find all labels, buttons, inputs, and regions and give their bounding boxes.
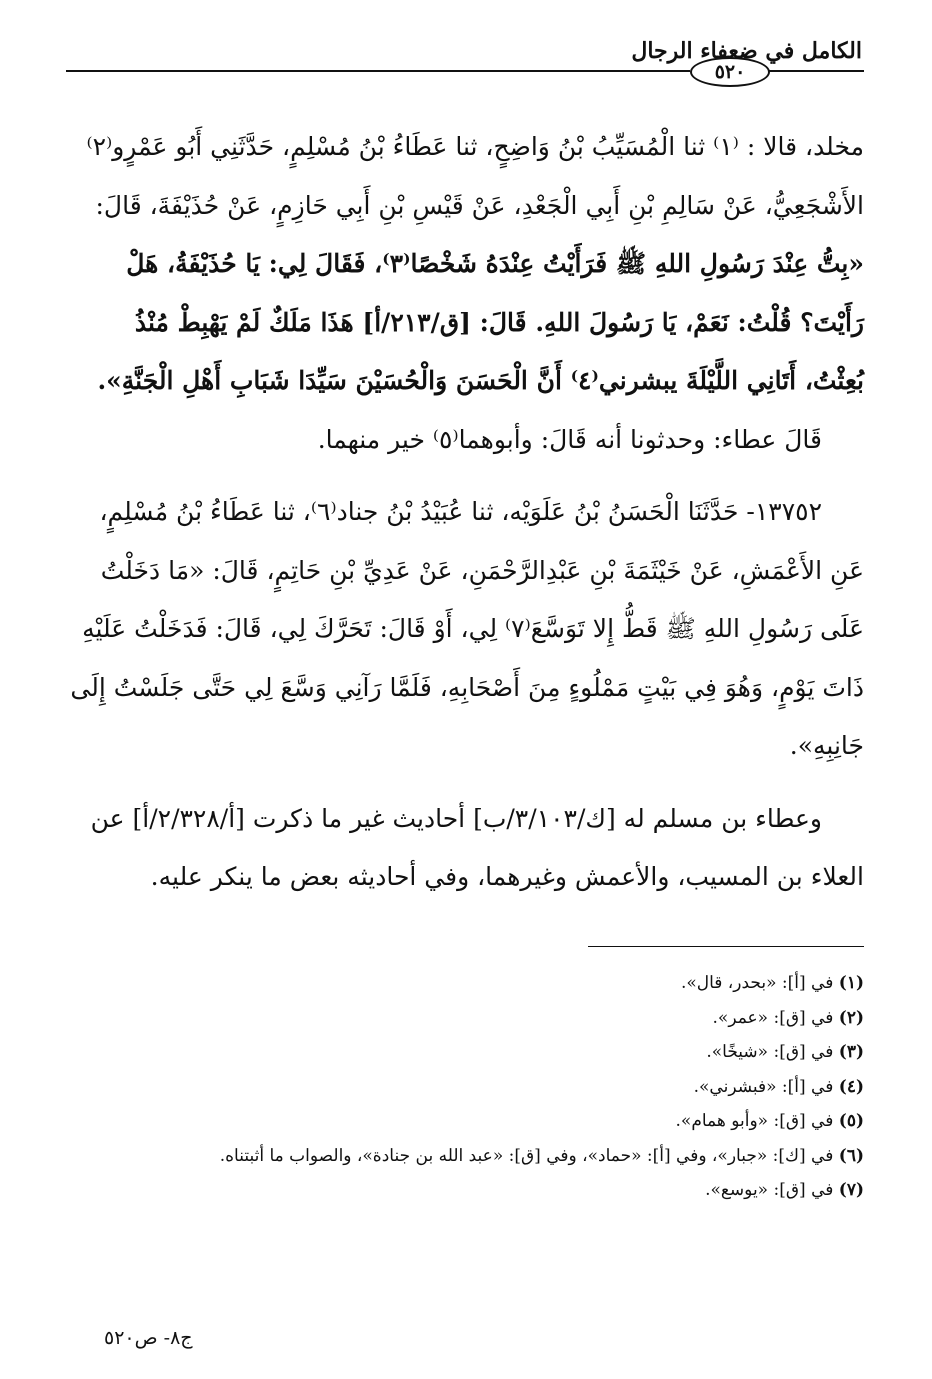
- footnote-text: في [أ]: «بحدر، قال».: [680, 973, 834, 993]
- page-number: ٥٢٠: [690, 57, 770, 87]
- footnote-number: (٣): [838, 1042, 864, 1062]
- text-line: وعطاء بن مسلم له [ك/٣/١٠٣/ب] أحاديث غير ما ذكرت [أ/٢/٣٢٨/أ] عن: [90, 803, 822, 833]
- text-line: مخلد، قالا : ⁽١⁾ ثنا الْمُسَيِّبُ بْنُ وَاضِحٍ، ثنا عَطَاءُ بْنُ مُسْلِمٍ، حَدَّثَنِي أَبُو عَمْرٍو⁽٢⁾: [86, 132, 864, 161]
- footnote-number: (٦): [838, 1145, 864, 1166]
- text-line: «بِتُّ عِنْدَ رَسُولِ اللهِ ﷺ فَرَأَيْتُ عِنْدَهُ شَخْصًا⁽٣⁾، فَقَالَ لِي: يَا حُذَيْفَةُ، هَلْ: [126, 249, 864, 278]
- paragraph-hadith-hudhayfa: [68, 118, 864, 411]
- footnote-number: (٧): [838, 1180, 864, 1200]
- header-rule-right: [768, 70, 864, 72]
- footnote-2: [68, 1001, 864, 1036]
- footnote-text: في [أ]: «فبشرني».: [693, 1076, 834, 1097]
- footnote-number: (٥): [838, 1111, 864, 1131]
- footnote-text: في [ق]: «عمر».: [712, 1007, 834, 1028]
- text-line: الأَشْجَعِيُّ، عَنْ سَالِمِ بْنِ أَبِي الْجَعْدِ، عَنْ قَيْسِ بْنِ أَبِي حَازِمٍ، عَنْ حُذَيْفَةَ، قَالَ:: [95, 190, 864, 220]
- text-line: عَنِ الأَعْمَشِ، عَنْ خَيْثَمَةَ بْنِ عَبْدِالرَّحْمَنِ، عَنْ عَدِيِّ بْنِ حَاتِمٍ، قَالَ: «مَا دَخَلْتُ: [100, 555, 864, 585]
- footnote-number: (٤): [838, 1076, 864, 1097]
- footnote-1: [68, 966, 864, 1001]
- footnote-6: [68, 1139, 864, 1174]
- paragraph-hadith-13752-cont: [68, 542, 864, 776]
- text-line: جَانِبِهِ».: [789, 731, 864, 760]
- text-line: ذَاتَ يَوْمٍ، وَهُوَ فِي بَيْتٍ مَمْلُوءٍ مِنَ أَصْحَابِهِ، فَلَمَّا رَآنِي وَسَّعَ لِي حَتَّى جَلَسْتُ إِلَى: [70, 672, 864, 702]
- paragraph-gap: [68, 776, 864, 790]
- text-line: عَلَى رَسُولِ اللهِ ﷺ قَطُّ إِلا تَوَسَّعَ⁽٧⁾ لِي، أَوْ قَالَ: تَحَرَّكَ لِي، قَالَ: فَدَخَلْتُ عَلَيْهِ: [82, 614, 864, 643]
- footnote-4: [68, 1070, 864, 1105]
- text-line: رَأَيْتَ؟ قُلْتُ: نَعَمْ، يَا رَسُولَ اللهِ. قَالَ: [ق/٢١٣/أ] هَذَا مَلَكٌ لَمْ يَهْبِطْ مُنْذُ: [134, 307, 864, 337]
- paragraph-gap: [68, 469, 864, 483]
- volume-page-footer: ج٨- ص٥٢٠: [104, 1327, 193, 1349]
- footnotes: [68, 966, 864, 1208]
- text-line: قَالَ عطاء: وحدثونا أنه قَالَ: وأبوهما⁽٥⁾ خير منهما.: [317, 424, 822, 454]
- paragraph-hadith-13752: [68, 483, 864, 542]
- main-text: [68, 118, 864, 907]
- text-line: العلاء بن المسيب، والأعمش وغيرهما، وفي أحاديثه بعض ما ينكر عليه.: [150, 862, 864, 891]
- footnote-5: [68, 1104, 864, 1139]
- footnote-3: [68, 1035, 864, 1070]
- footnote-separator: [588, 946, 864, 947]
- footnote-text: في [ق]: «يوسع».: [705, 1180, 834, 1200]
- text-line: ١٣٧٥٢- حَدَّثَنَا الْحَسَنُ بْنُ عَلَوَيْه، ثنا عُبَيْدُ بْنُ جناد⁽٦⁾، ثنا عَطَاءُ بْنُ مُسْلِمٍ،: [99, 497, 822, 526]
- footnote-text: في [ق]: «وأبو همام».: [675, 1111, 834, 1131]
- footnote-text: في [ق]: «شيخًا».: [706, 1042, 834, 1062]
- paragraph-ata-summary: [68, 790, 864, 849]
- running-title: الكامل في ضعفاء الرجال: [631, 38, 862, 64]
- footnote-number: (١): [838, 973, 864, 993]
- footnote-number: (٢): [838, 1007, 864, 1028]
- header-rule-left: [66, 70, 690, 72]
- footnote-text: في [ك]: «جبار»، وفي [أ]: «حماد»، وفي [ق]: «عبد الله بن جنادة»، والصواب ما أثبتناه.: [219, 1145, 834, 1166]
- footnote-7: [68, 1173, 864, 1208]
- paragraph-ata-summary-cont: [68, 848, 864, 907]
- text-line: بُعِثْتُ، أَتَانِي اللَّيْلَةَ يبشرني⁽٤⁾ أَنَّ الْحَسَنَ وَالْحُسَيْنَ سَيِّدَا شَبَابِ أَهْلِ الْجَنَّةِ».: [97, 366, 864, 395]
- paragraph-ata-comment: [68, 411, 864, 470]
